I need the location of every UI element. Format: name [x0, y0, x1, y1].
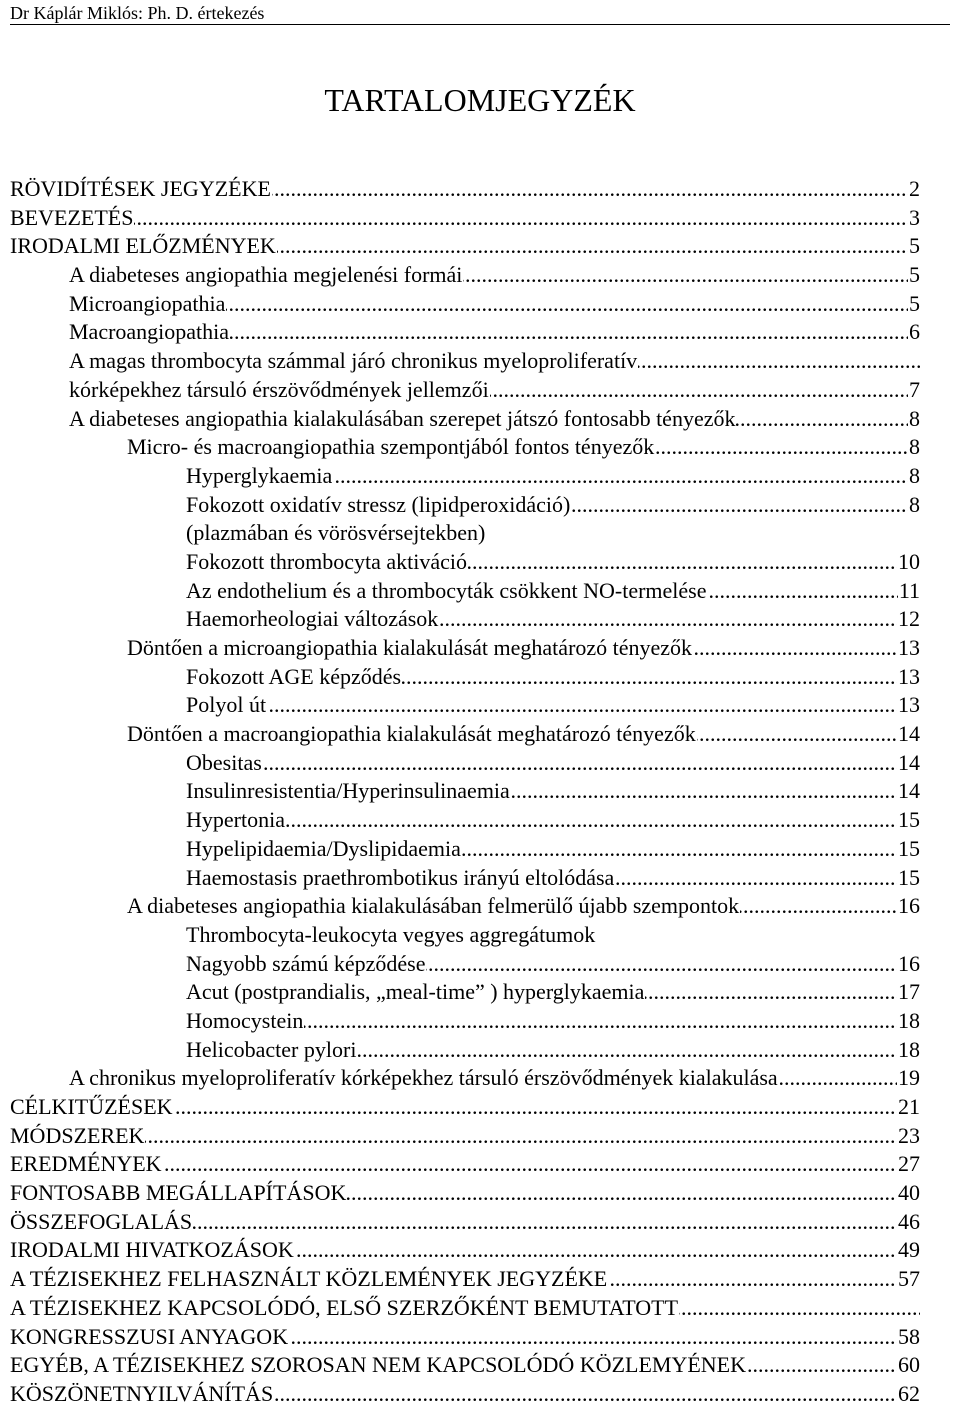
toc-entry-label: RÖVIDÍTÉSEK JEGYZÉKE — [10, 176, 271, 201]
toc-entry-page: 14 — [897, 720, 920, 749]
toc-entry[interactable] — [10, 1294, 920, 1323]
toc-entry-page: 62 — [897, 1380, 920, 1409]
toc-entry-page: 58 — [897, 1323, 920, 1352]
toc-entry[interactable] — [10, 1122, 920, 1151]
toc-entry-page: 7 — [908, 376, 920, 405]
toc-entry-page: 15 — [897, 864, 920, 893]
toc-entry-label: A TÉZISEKHEZ KAPCSOLÓDÓ, ELSŐ SZERZŐKÉNT BEMUTATOTT — [10, 1294, 679, 1320]
toc-entry-label: (plazmában és vörösvérsejtekben) — [186, 520, 486, 546]
toc-entry-label: Az endothelium és a thrombocyták csökkent NO-termelése — [186, 577, 707, 603]
toc-entry-label: IRODALMI ELŐZMÉNYEK — [10, 233, 276, 259]
page-title: TARTALOMJEGYZÉK — [324, 82, 636, 118]
toc-entry[interactable] — [10, 261, 920, 290]
toc-entry-label: EREDMÉNYEK — [10, 1151, 162, 1177]
running-header — [10, 0, 950, 25]
toc-entry[interactable] — [10, 634, 920, 663]
toc-entry[interactable] — [10, 290, 920, 319]
toc-entry[interactable] — [10, 347, 920, 376]
toc-entry[interactable] — [10, 1323, 920, 1352]
toc-entry[interactable] — [10, 1064, 920, 1093]
toc-entry-page: 17 — [897, 978, 920, 1007]
toc-entry-label: Obesitas — [186, 749, 262, 775]
toc-entry-page: 6 — [908, 318, 920, 347]
toc-entry-label: Döntően a microangiopathia kialakulását meghatározó tényezők — [127, 635, 693, 660]
toc-entry-page: 13 — [897, 691, 920, 720]
toc-entry-label: Macroangiopathia — [69, 319, 230, 345]
toc-entry-page: 14 — [897, 777, 920, 806]
toc-entry-label: FONTOSABB MEGÁLLAPÍTÁSOK — [10, 1180, 347, 1206]
toc-entry-label: kórképekhez társuló érszövődmények jellemzői — [69, 376, 489, 402]
toc-entry[interactable] — [10, 1150, 920, 1179]
toc-entry-page: 5 — [908, 232, 920, 261]
toc-entry-label: Haemorheologiai változások — [186, 606, 439, 632]
toc-entry-label: Hyperglykaemia — [186, 462, 333, 488]
toc-entry-page: 18 — [897, 1007, 920, 1036]
toc-entry-label: Helicobacter pylori — [186, 1036, 357, 1062]
toc-entry[interactable] — [10, 405, 920, 434]
toc-entry-label: Insulinresistentia/Hyperinsulinaemia — [186, 778, 510, 804]
toc-entry-label: KONGRESSZUSI ANYAGOK — [10, 1323, 289, 1349]
toc-entry-label: Thrombocyta-leukocyta vegyes aggregátumok — [186, 921, 596, 947]
toc-entry[interactable] — [10, 232, 920, 261]
toc-entry-page: 2 — [908, 175, 920, 204]
toc-entry-page: 8 — [908, 433, 920, 462]
toc-entry-label: MÓDSZEREK — [10, 1122, 145, 1148]
toc-entry-label: A diabeteses angiopathia kialakulásában szerepet játszó fontosabb tényezők — [69, 405, 736, 431]
toc-entry[interactable] — [10, 1380, 920, 1409]
toc-entry-label: Microangiopathia — [69, 290, 226, 316]
toc-entry-label: A diabeteses angiopathia kialakulásában felmerülő újabb szempontok — [127, 893, 740, 919]
toc-entry-label: A diabeteses angiopathia megjelenési formái — [69, 262, 463, 288]
toc-entry[interactable] — [10, 806, 920, 835]
toc-entry[interactable] — [10, 605, 920, 634]
toc-entry-page: 19 — [897, 1064, 920, 1093]
toc-entry-label: Micro- és macroangiopathia szempontjából fontos tényezők — [127, 434, 655, 460]
toc-entry[interactable] — [10, 950, 920, 979]
toc-entry-label: A chronikus myeloproliferatív kórképekhez társuló érszövődmények kialakulása — [69, 1065, 778, 1091]
toc-entry-label: EGYÉB, A TÉZISEKHEZ SZOROSAN NEM KAPCSOLÓDÓ KÖZLEMYÉNEK — [10, 1352, 746, 1378]
table-of-contents — [10, 175, 920, 1409]
toc-entry-page: 16 — [897, 950, 920, 979]
toc-entry[interactable] — [10, 376, 920, 405]
toc-entry-label: Haemostasis praethrombotikus irányú eltolódása — [186, 864, 615, 890]
toc-entry-label: A magas thrombocyta számmal járó chronikus myeloproliferatív — [69, 348, 638, 374]
toc-entry[interactable] — [10, 892, 920, 921]
toc-entry-label: Nagyobb számú képződése — [186, 950, 426, 976]
toc-entry-label: Polyol út — [186, 692, 267, 718]
toc-entry-page: 27 — [897, 1150, 920, 1179]
toc-entry-label: Fokozott thrombocyta aktiváció — [186, 548, 468, 574]
header-text: Dr Káplár Miklós: Ph. D. értekezés — [10, 3, 265, 23]
toc-entry-page: 5 — [908, 290, 920, 319]
toc-entry[interactable] — [10, 175, 920, 204]
toc-entry-label: Hypertonia — [186, 807, 285, 833]
toc-entry[interactable] — [10, 1236, 920, 1265]
toc-entry-label: Döntően a macroangiopathia kialakulását meghatározó tényezők — [127, 721, 696, 747]
toc-entry-page: 5 — [908, 261, 920, 290]
toc-entry-page: 15 — [897, 806, 920, 835]
toc-entry-page: 13 — [897, 663, 920, 692]
toc-entry[interactable] — [10, 835, 920, 864]
toc-entry-page: 40 — [897, 1179, 920, 1208]
toc-entry-page: 12 — [897, 605, 920, 634]
toc-entry[interactable] — [10, 318, 920, 347]
toc-entry-label: Fokozott AGE képződés — [186, 663, 402, 689]
toc-entry-page: 11 — [898, 577, 920, 606]
toc-entry[interactable] — [10, 978, 920, 1007]
toc-entry[interactable] — [10, 1093, 920, 1122]
toc-entry[interactable] — [10, 864, 920, 893]
toc-entry[interactable] — [10, 462, 920, 491]
toc-entry-label: BEVEZETÉS — [10, 204, 134, 230]
toc-entry-page: 8 — [908, 462, 920, 491]
toc-entry-page: 18 — [897, 1036, 920, 1065]
toc-entry[interactable] — [10, 548, 920, 577]
toc-entry-page: 57 — [897, 1265, 920, 1294]
toc-entry[interactable] — [10, 777, 920, 806]
toc-entry[interactable] — [10, 1351, 920, 1380]
toc-entry[interactable] — [10, 577, 920, 606]
toc-entry[interactable] — [10, 1179, 920, 1208]
toc-entry-page: 49 — [897, 1236, 920, 1265]
toc-entry[interactable] — [10, 1007, 920, 1036]
toc-entry[interactable] — [10, 519, 920, 548]
toc-entry-page: 10 — [897, 548, 920, 577]
toc-entry-label: Fokozott oxidatív stressz (lipidperoxidáció) — [186, 491, 571, 517]
toc-entry[interactable] — [10, 921, 920, 950]
toc-entry-page: 21 — [897, 1093, 920, 1122]
toc-entry-page: 3 — [908, 204, 920, 233]
toc-entry-label: Homocystein — [186, 1007, 304, 1033]
toc-entry[interactable] — [10, 204, 920, 233]
toc-entry[interactable] — [10, 491, 920, 520]
toc-entry-label: IRODALMI HIVATKOZÁSOK — [10, 1237, 294, 1263]
toc-entry-page: 8 — [908, 405, 920, 434]
toc-entry-label: KÖSZÖNETNYILVÁNÍTÁS — [10, 1380, 274, 1406]
toc-entry-label: A TÉZISEKHEZ FELHASZNÁLT KÖZLEMÉNYEK JEGYZÉKE — [10, 1266, 608, 1292]
toc-entry-page: 46 — [897, 1208, 920, 1237]
toc-entry-label: ÖSSZEFOGLALÁS — [10, 1208, 193, 1234]
toc-entry-page: 15 — [897, 835, 920, 864]
toc-entry[interactable] — [10, 1036, 920, 1065]
toc-entry-label: CÉLKITŰZÉSEK — [10, 1094, 173, 1119]
toc-entry[interactable] — [10, 1265, 920, 1294]
toc-entry[interactable] — [10, 433, 920, 462]
toc-entry[interactable] — [10, 1208, 920, 1237]
toc-entry-page: 8 — [908, 491, 920, 520]
toc-entry-page: 16 — [897, 892, 920, 921]
toc-entry[interactable] — [10, 749, 920, 778]
toc-entry[interactable] — [10, 663, 920, 692]
toc-entry-page: 13 — [897, 634, 920, 663]
toc-entry[interactable] — [10, 691, 920, 720]
toc-entry-label: Hypelipidaemia/Dyslipidaemia — [186, 835, 461, 861]
toc-entry-page: 14 — [897, 749, 920, 778]
toc-entry-page: 23 — [897, 1122, 920, 1151]
toc-entry-label: Acut (postprandialis, „meal-time” ) hyperglykaemia — [186, 979, 645, 1005]
toc-entry[interactable] — [10, 720, 920, 749]
toc-entry-page: 60 — [897, 1351, 920, 1380]
